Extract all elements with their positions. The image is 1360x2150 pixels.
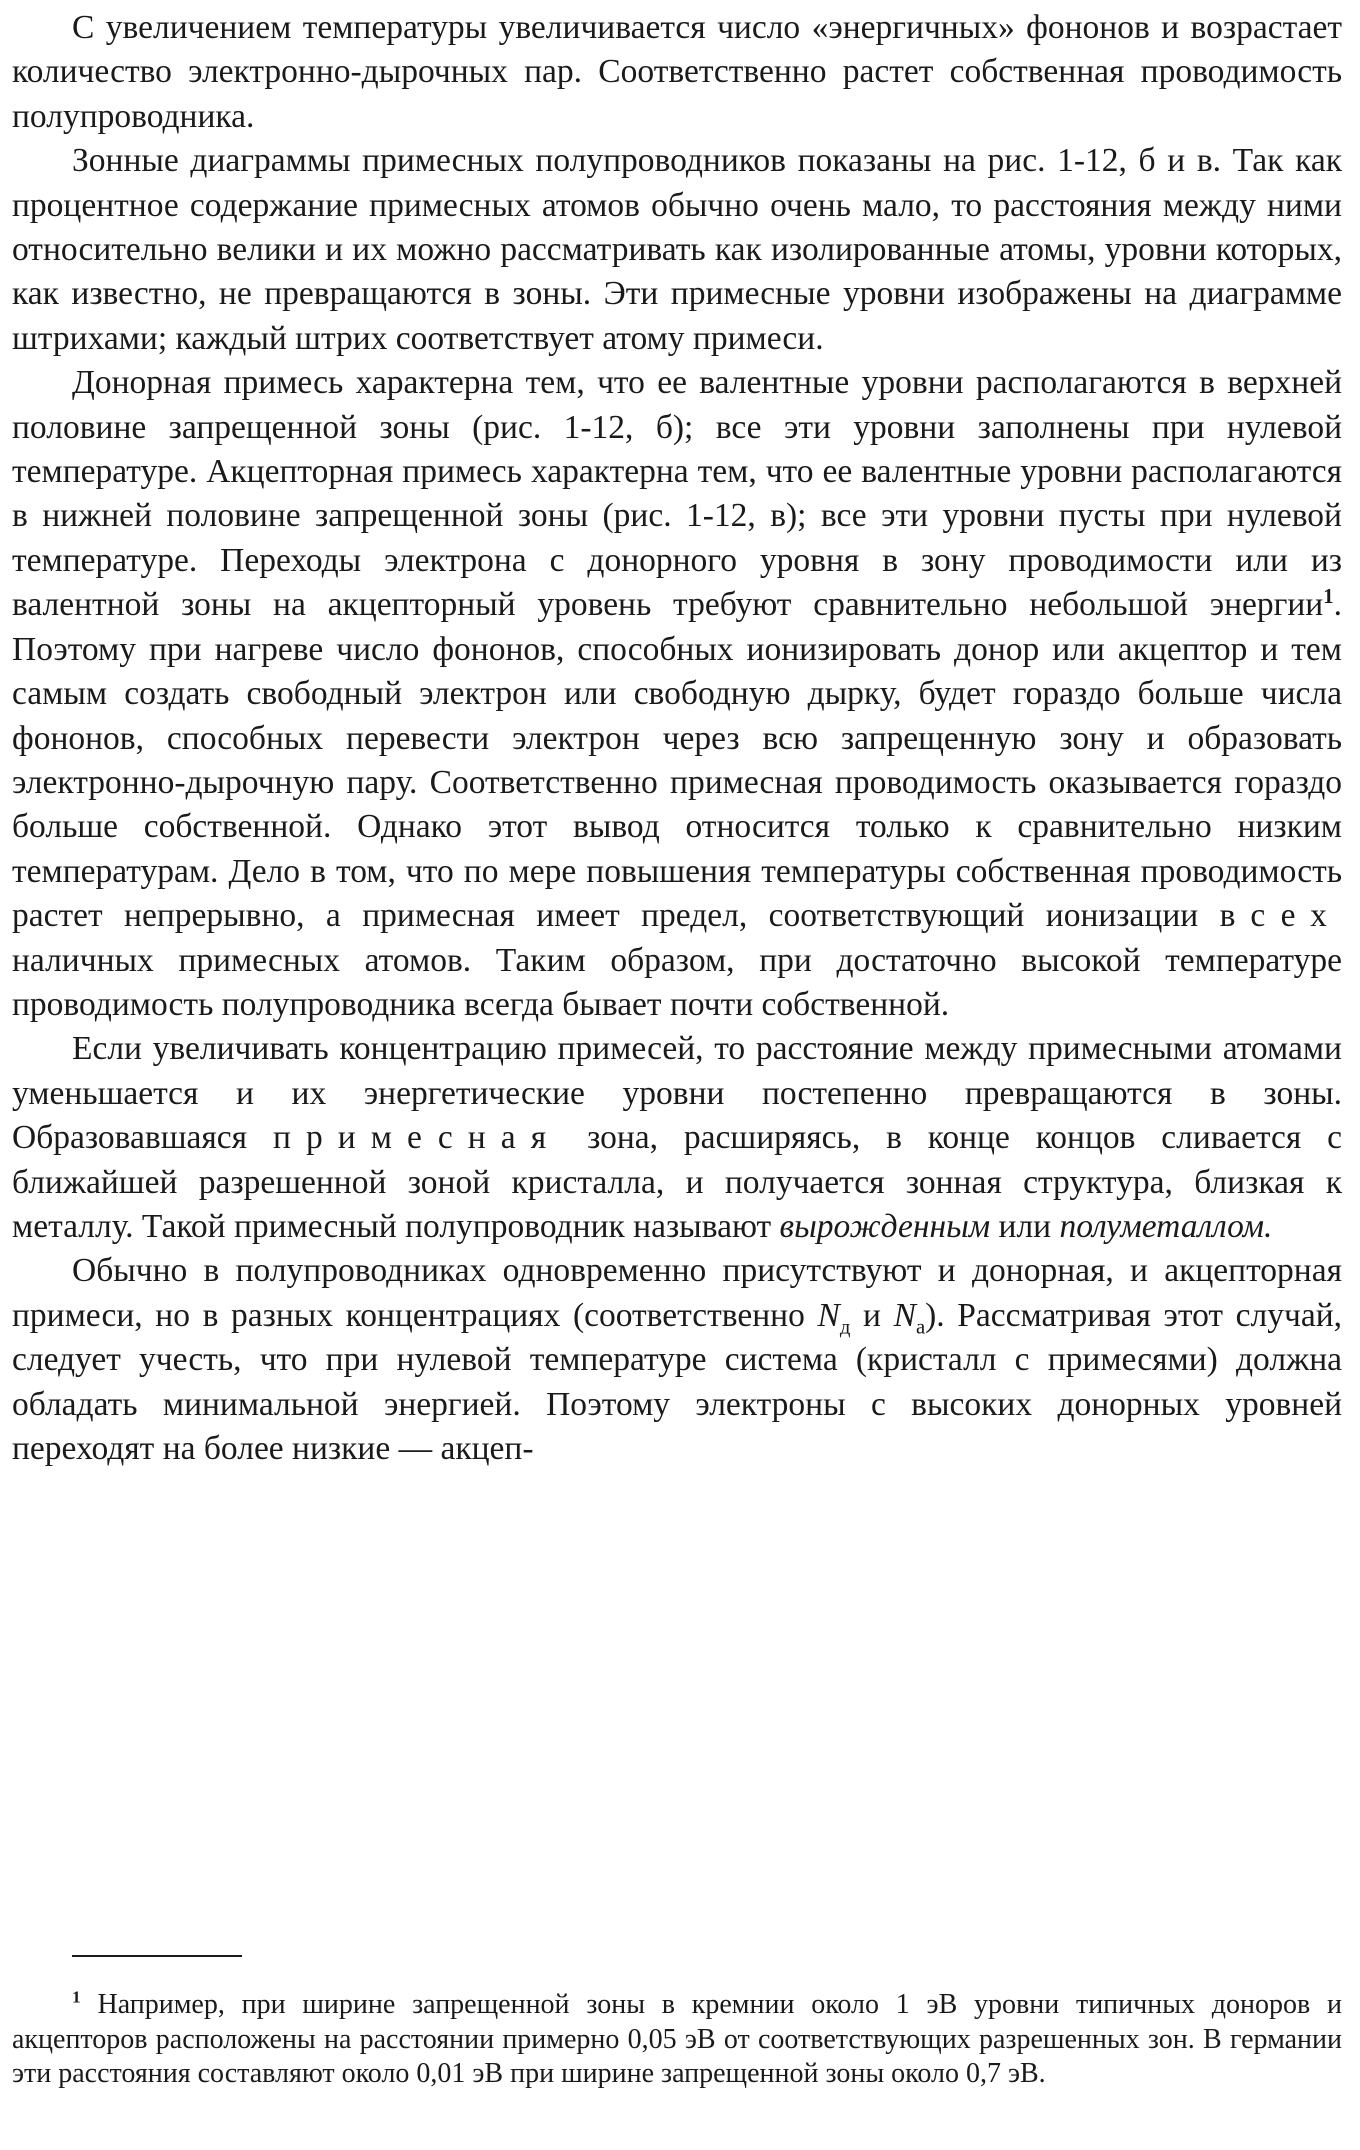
footnote-text: Например, при ширине запрещенной зоны в кремнии около 1 эВ уровни типичных доноров и акцепторов расположены на расстоянии примерно 0,05 эВ от соответствующих разрешенных зон. В германии эти расстояния составляют около 0,01 эВ при ширине запрещенной зоны около 0,7 эВ. bbox=[12, 1989, 1343, 2089]
paragraph-text: Если увеличивать концентрацию примесей, то расстояние между примесными атомами уменьшается и их энергетические уровни постепенно превращаются в зоны. Образовавшаяся bbox=[12, 1030, 1342, 1157]
footnote-text-block bbox=[12, 1988, 1342, 2092]
paragraph-text: Обычно в полупроводниках одновременно присутствуют и донорная, и акцепторная примеси, но в разных концентрациях (соответственно bbox=[12, 1252, 1342, 1334]
footnote-number: 1 bbox=[72, 1987, 81, 2007]
italic-term: вырожденным bbox=[779, 1207, 991, 1245]
paragraph-text: или bbox=[998, 1207, 1052, 1245]
paragraph-text: С увеличением температуры увеличивается число «энергичных» фононов и возрастает количество электронно-дырочных пар. Соответственно растет собственная проводимость полупроводника. bbox=[12, 9, 1342, 135]
paragraph-text: ). Рассматривая этот случай, следует учесть, что при нулевой температуре система (кристалл с примесями) должна обладать минимальной энергией. Поэтому электроны с высоких донорных уровней переходят на более низкие — акцеп- bbox=[12, 1296, 1343, 1467]
footnote-divider bbox=[72, 1955, 242, 1957]
document-page bbox=[12, 0, 1342, 2150]
paragraph-1 bbox=[12, 6, 1342, 139]
emphasized-word: всех bbox=[1219, 897, 1343, 935]
paragraph-4 bbox=[12, 1027, 1342, 1249]
main-text bbox=[12, 6, 1342, 1471]
symbol-n: N bbox=[817, 1296, 840, 1334]
paragraph-text: Зонные диаграммы примесных полупроводников показаны на рис. 1-12, б и в. Так как процентное содержание примесных атомов обычно очень мало, то расстояния между ними относительно велики и их можно рассматривать как изолированные атомы, уровни которых, как известно, не превращаются в зоны. Эти примесные уровни изображены на диаграмме штрихами; каждый штрих соответствует атому примеси. bbox=[12, 142, 1342, 357]
footnote bbox=[12, 1988, 1342, 2092]
paragraph-5 bbox=[12, 1249, 1342, 1471]
paragraph-text: Поэтому при нагреве число фононов, способных ионизировать донор или акцептор и тем самым создать свободный электрон или свободную дырку, будет гораздо больше числа фононов, способных перевести электрон через всю запрещенную зону и образовать электронно-дырочную пару. Соответственно примесная проводимость оказывается гораздо больше собственной. Однако этот вывод относится только к сравнительно низким температурам. Дело в том, что по мере повышения температуры собственная проводимость растет непрерывно, а примесная имеет предел, соответствующий ионизации bbox=[12, 630, 1342, 935]
symbol-subscript: а bbox=[915, 1315, 926, 1339]
paragraph-text: Донорная примесь характерна тем, что ее валентные уровни располагаются в верхней половине запрещенной зоны (рис. 1-12, б); все эти уровни заполнены при нулевой температуре. Акцепторная примесь характерна тем, что ее валентные уровни располагаются в нижней половине запрещенной зоны (рис. 1-12, в); все эти уровни пусты при нулевой температуре. Переходы электрона с донорного уровня в зону проводимости или из валентной зоны на акцепторный уровень требуют сравнительно небольшой энергии bbox=[12, 364, 1342, 624]
italic-term: полуметаллом. bbox=[1059, 1207, 1273, 1245]
footnote-reference: 1 bbox=[1323, 585, 1334, 609]
symbol-subscript: д bbox=[839, 1315, 851, 1339]
paragraph-2 bbox=[12, 139, 1342, 361]
paragraph-text: наличных примесных атомов. Таким образом, при достаточно высокой температуре проводимость полупроводника всегда бывает почти собственной. bbox=[12, 941, 1342, 1023]
paragraph-text: зона, расширяясь, в конце концов сливается с ближайшей разрешенной зоной кристалла, и получается зонная структура, близкая к металлу. Такой примесный полупроводник называют bbox=[12, 1119, 1343, 1245]
paragraph-text: и bbox=[863, 1296, 881, 1334]
paragraph-3: Донорная примесь характерна тем, что ее валентные уровни располагаются в верхней половине запрещенной зоны (рис. 1-12, б); все эти уровни заполнены при нулевой температуре. Акцепторная примесь характерна тем, что ее валентные уровни располагаются в нижней половине запрещенной зоны (рис. 1-12, в); все эти уровни пусты при нулевой температуре. Переходы электрона с донорного уровня в зону проводимости или из валентной зоны на акцепторный уровень требуют сравнительно небольшой энергии$^1$. Поэтому при нагреве число фононов, способных ионизировать донор или акцептор и тем самым создать свободный электрон или свободную дырку, будет гораздо больше числа фононов, способных перевести электрон через всю запрещенную зону и образовать электронно-дырочную пару. Соответственно примесная проводимость оказывается гораздо больше собственной. Однако этот вывод относится только к сравнительно низким температурам. Дело в том, что по мере повышения температуры собственная проводимость растет непрерывно, а примесная имеет предел, соответствующий ионизации всех наличных примесных атомов. Таким образом, при достаточно высокой температуре проводимость полупроводника всегда бывает почти собственной. bbox=[12, 364, 1343, 1023]
emphasized-word: примесная bbox=[272, 1119, 562, 1157]
symbol-n: N bbox=[893, 1296, 916, 1334]
